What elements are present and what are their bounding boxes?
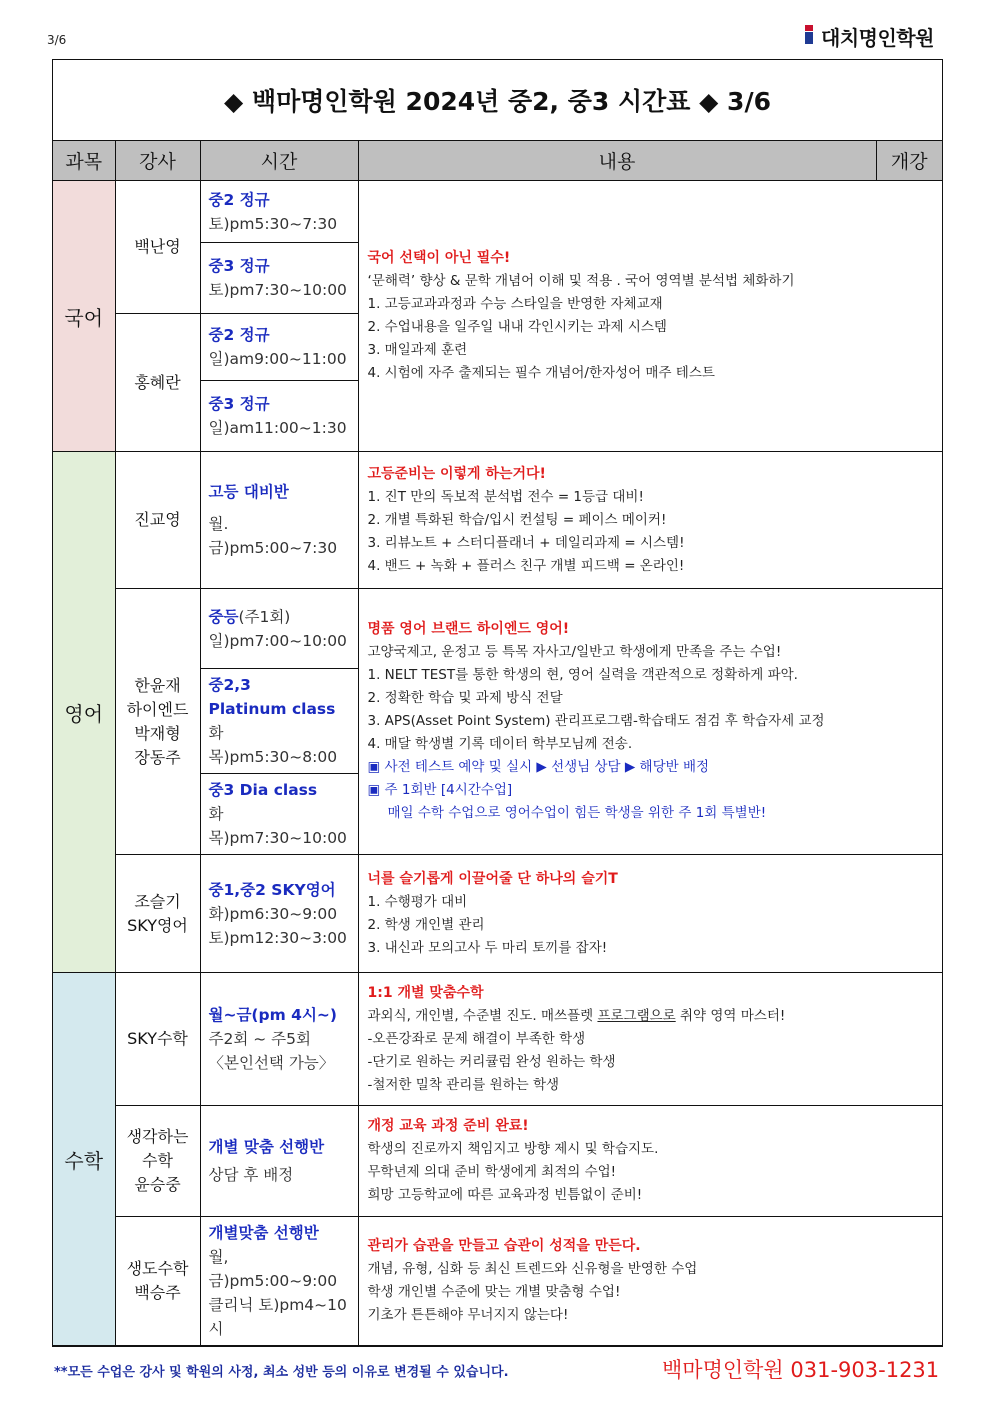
timetable (53, 141, 942, 1346)
footer-contact: 백마명인학원 031-903-1231 (662, 1358, 940, 1382)
time-cell: 중1,중2 SKY영어 화)pm6:30~9:00 토)pm12:30~3:00 (200, 855, 358, 973)
table-row (53, 855, 942, 973)
table-row (53, 973, 942, 1106)
content-cell: 너를 슬기롭게 이끌어줄 단 하나의 슬기T 1. 수행평가 대비 2. 학생 개인별 관리 3. 내신과 모의고사 두 마리 토끼를 잡자! (358, 855, 942, 973)
subject-english: 영어 (53, 452, 115, 973)
teacher-cell: 조슬기 SKY영어 (115, 855, 200, 973)
time-cell: 중2 정규 토)pm5:30~7:30 (200, 181, 358, 243)
header-teacher: 강사 (115, 141, 200, 181)
time-cell: 중3 정규 일)am11:00~1:30 (200, 381, 358, 452)
page-number: 3/6 (47, 33, 67, 47)
table-row (53, 1106, 942, 1217)
table-row (53, 181, 942, 243)
time-cell: 중2,3 Platinum class 화목)pm5:30~8:00 (200, 669, 358, 774)
header-subject: 과목 (53, 141, 115, 181)
teacher-cell: 홍혜란 (115, 314, 200, 452)
logo-text: 대치명인학원 (821, 26, 934, 50)
content-cell: 명품 영어 브랜드 하이엔드 영어! 고양국제고, 운정고 등 특목 자사고/일반고 학생에게 만족을 주는 수업! 1. NELT TEST를 통한 학생의 현, 영어 실력을 객관적으로 정확하게 파악. 2. 정확한 학습 및 과제 방식 전달 3. APS(Asset Point System) 관리프로그램-학습태도 점검 후 학습자세 교정 4. 매달 학생별 기록 데이터 학부모님께 전송. ▣ 사전 테스트 예약 및 실시 ▶ 선생님 상담 ▶ 해당반 배정 ▣ 주 1회반 [4시간수업] 매일 수학 수업으로 영어수업이 힘든 학생을 위한 주 1회 특별반! (358, 589, 942, 855)
footer-note: **모든 수업은 강사 및 학원의 사정, 최소 성반 등의 이유로 변경될 수 있습니다. (54, 1365, 509, 1380)
time-cell: 개별맞춤 선행반 월,금)pm5:00~9:00 클리닉 토)pm4~10시 (200, 1217, 358, 1346)
teacher-cell: 생도수학 백승주 (115, 1217, 200, 1346)
teacher-cell: 한윤재 하이엔드 박재형 장동주 (115, 589, 200, 855)
header-row (53, 141, 942, 181)
content-cell: 1:1 개별 맞춤수학 과외식, 개인별, 수준별 진도. 매쓰플렛 프로그램으로 취약 영역 마스터! -오픈강좌로 문제 해결이 부족한 학생 -단기로 원하는 커리큘럼 완성 원하는 학생 -철저한 밀착 관리를 원하는 학생 (358, 973, 942, 1106)
header-content: 내용 (358, 141, 876, 181)
subject-math: 수학 (53, 973, 115, 1346)
teacher-cell: 진교영 (115, 452, 200, 589)
time-cell: 고등 대비반 월.금)pm5:00~7:30 (200, 452, 358, 589)
content-cell: 고등준비는 이렇게 하는거다! 1. 진T 만의 독보적 분석법 전수 = 1등급 대비! 2. 개별 특화된 학습/입시 컨설팅 = 페이스 메이커! 3. 리뷰노트 + 스터디플래너 + 데일리과제 = 시스템! 4. 밴드 + 녹화 + 플러스 친구 개별 피드백 = 온라인! (358, 452, 942, 589)
content-cell: 국어 선택이 아닌 필수! ‘문해력’ 향상 & 문학 개념어 이해 및 적용 . 국어 영역별 분석법 체화하기 1. 고등교과과정과 수능 스타일을 반영한 자체교재 2. 수업내용을 일주일 내내 각인시키는 과제 시스템 3. 매일과제 훈련 4. 시험에 자주 출제되는 필수 개념어/한자성어 매주 테스트 (358, 181, 942, 452)
time-cell: 중등(주1회) 일)pm7:00~10:00 (200, 589, 358, 669)
teacher-cell: SKY수학 (115, 973, 200, 1106)
time-cell: 중3 정규 토)pm7:30~10:00 (200, 243, 358, 314)
teacher-cell: 생각하는 수학 윤승중 (115, 1106, 200, 1217)
table-row (53, 589, 942, 669)
time-cell: 중3 Dia class 화목)pm7:30~10:00 (200, 774, 358, 855)
table-row (53, 452, 942, 589)
title-box (53, 60, 942, 141)
table-row (53, 1217, 942, 1346)
time-cell: 개별 맞춤 선행반 상담 후 배정 (200, 1106, 358, 1217)
timetable-frame (52, 59, 943, 1347)
subject-korean: 국어 (53, 181, 115, 452)
header-start: 개강 (876, 141, 942, 181)
content-cell: 관리가 습관을 만들고 습관이 성적을 만든다. 개념, 유형, 심화 등 최신 트렌드와 신유형을 반영한 수업 학생 개인별 수준에 맞는 개별 맞춤형 수업! 기초가 튼튼해야 무너지지 않는다! (358, 1217, 942, 1346)
page-title: ◆ 백마명인학원 2024년 중2, 중3 시간표 ◆ 3/6 (224, 87, 771, 116)
teacher-cell: 백난영 (115, 181, 200, 314)
header-time: 시간 (200, 141, 358, 181)
content-cell: 개정 교육 과정 준비 완료! 학생의 진로까지 책임지고 방향 제시 및 학습지도. 무학년제 의대 준비 학생에게 최적의 수업! 희망 고등학교에 따른 교육과정 빈틈없이 준비! (358, 1106, 942, 1217)
time-cell: 중2 정규 일)am9:00~11:00 (200, 314, 358, 381)
academy-logo-icon (801, 25, 817, 49)
time-cell: 월~금(pm 4시~) 주2회 ~ 주5회 〈본인선택 가능〉 (200, 973, 358, 1106)
academy-logo (801, 22, 934, 51)
